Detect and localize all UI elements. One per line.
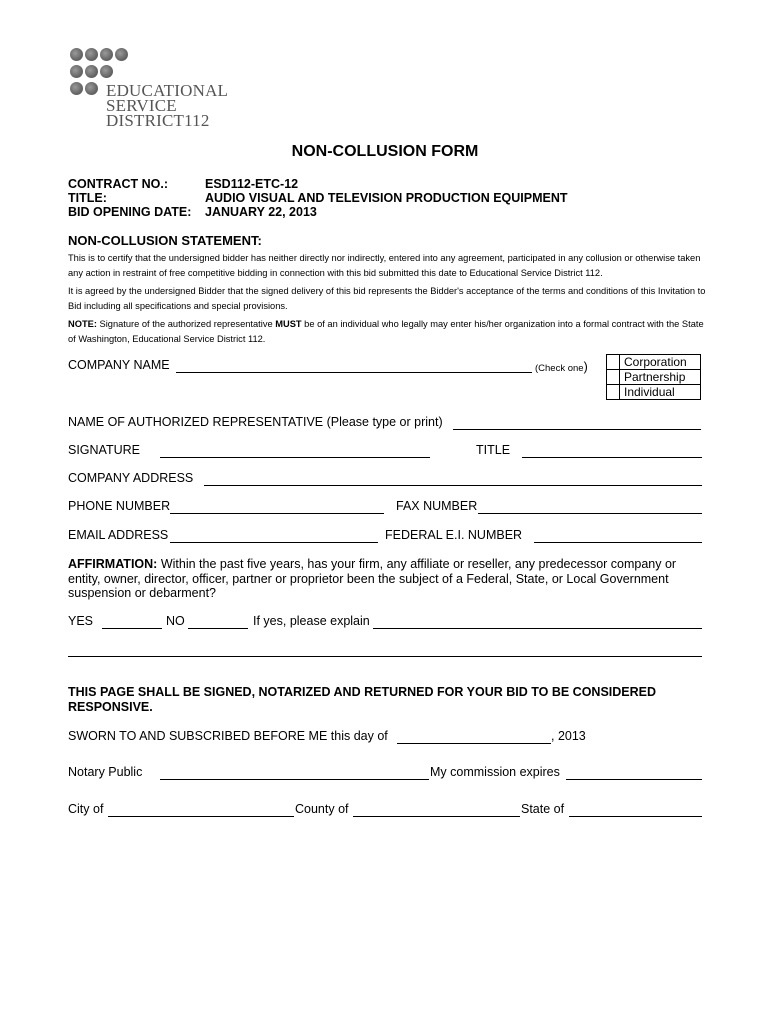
corporation-option: Corporation [620,355,701,370]
logo-dot [100,65,113,78]
signature-label: SIGNATURE [68,443,140,457]
contract-no-value: ESD112-ETC-12 [205,177,299,191]
note-label: NOTE: [68,319,97,329]
phone-field[interactable] [170,513,384,514]
logo-dot [85,48,98,61]
logo-dot [70,48,83,61]
email-field[interactable] [170,542,378,543]
county-label: County of [295,802,349,816]
city-field[interactable] [108,816,294,817]
state-label: State of [521,802,565,816]
contract-no-label: CONTRACT NO.: [68,177,168,191]
city-label: City of [68,802,104,816]
affirmation-line-3: suspension or debarment? [68,586,217,600]
statement-heading: NON-COLLUSION STATEMENT: [68,233,262,248]
logo-dot [100,48,113,61]
authorized-rep-label: NAME OF AUTHORIZED REPRESENTATIVE (Please type or print) [68,415,443,429]
yes-field[interactable] [102,628,162,629]
contract-title-value: AUDIO VISUAL AND TELEVISION PRODUCTION EQUIPMENT [205,191,568,205]
signed-notice-line-2: RESPONSIVE. [68,700,153,714]
explain-field[interactable] [373,628,702,629]
fax-field[interactable] [478,513,702,514]
partnership-option: Partnership [620,370,701,385]
no-field[interactable] [188,628,248,629]
email-label: EMAIL ADDRESS [68,528,169,542]
federal-ei-label: FEDERAL E.I. NUMBER [385,528,523,542]
company-address-field[interactable] [204,485,702,486]
commission-field[interactable] [566,779,702,780]
title-label: TITLE [476,443,511,457]
company-name-field[interactable] [176,372,532,373]
bid-opening-label: BID OPENING DATE: [68,205,192,219]
form-title: NON-COLLUSION FORM [291,143,479,160]
affirmation-line-2: entity, owner, director, officer, partner or proprietor been the subject of a Federal, State, or Local Government [68,572,669,586]
signature-field[interactable] [160,457,430,458]
note-text-post: be of an individual who legally may enter his/her organization into a formal contract with the State of Washington, Educational Service District 112. [68,319,704,344]
federal-ei-field[interactable] [534,542,702,543]
company-name-label: COMPANY NAME [68,358,170,372]
check-one-label: (Check one) [535,360,588,374]
no-label: NO [166,614,185,628]
company-address-label: COMPANY ADDRESS [68,471,194,485]
logo-line-1: EDUCATIONAL [106,81,229,100]
explain-label: If yes, please explain [253,614,370,628]
bid-opening-value: JANUARY 22, 2013 [205,205,317,219]
logo-dot [115,48,128,61]
logo-dot [70,82,83,95]
sworn-day-field[interactable] [397,743,551,744]
state-field[interactable] [569,816,702,817]
entity-type-options [606,354,701,400]
note-text-pre: Signature of the authorized representative [96,319,276,329]
notary-public-field[interactable] [160,779,429,780]
statement-note [68,317,713,347]
logo-line-3: DISTRICT112 [106,111,210,130]
contract-title-label: TITLE: [68,191,107,205]
explain-field-line-2[interactable] [68,656,702,657]
statement-paragraph-2: It is agreed by the undersigned Bidder that the signed delivery of this bid represents the Bidder's acceptance of the terms and conditions of this Invitation to Bid including all specifications and special provisions. [68,286,706,311]
fax-label: FAX NUMBER [396,499,478,513]
individual-checkbox[interactable] [607,385,620,400]
corporation-checkbox[interactable] [607,355,620,370]
partnership-checkbox[interactable] [607,370,620,385]
sworn-label: SWORN TO AND SUBSCRIBED BEFORE ME this day of [68,729,388,743]
note-must: MUST [275,319,302,329]
individual-option: Individual [620,385,701,400]
commission-label: My commission expires [430,765,560,779]
notary-public-label: Notary Public [68,765,143,779]
yes-label: YES [68,614,94,628]
logo-dot [70,65,83,78]
signed-notice-line-1: THIS PAGE SHALL BE SIGNED, NOTARIZED AND RETURNED FOR YOUR BID TO BE CONSIDERED [68,685,657,699]
authorized-rep-field[interactable] [453,429,701,430]
affirmation-line-1: AFFIRMATION: Within the past five years, has your firm, any affiliate or reseller, any predecessor company or [68,557,677,571]
logo-dot [85,82,98,95]
title-field[interactable] [522,457,702,458]
logo-dot [85,65,98,78]
county-field[interactable] [353,816,520,817]
sworn-year: , 2013 [551,729,586,743]
phone-label: PHONE NUMBER [68,499,171,513]
statement-paragraph-1: This is to certify that the undersigned bidder has neither directly nor indirectly, entered into any agreement, participated in any collusion or otherwise taken any action in restraint of free competitive bidding in connection with this bid submitted this date to Educational Service District 112. [68,253,701,278]
logo-line-2: SERVICE [106,96,177,115]
affirmation-label: AFFIRMATION: [68,557,158,571]
